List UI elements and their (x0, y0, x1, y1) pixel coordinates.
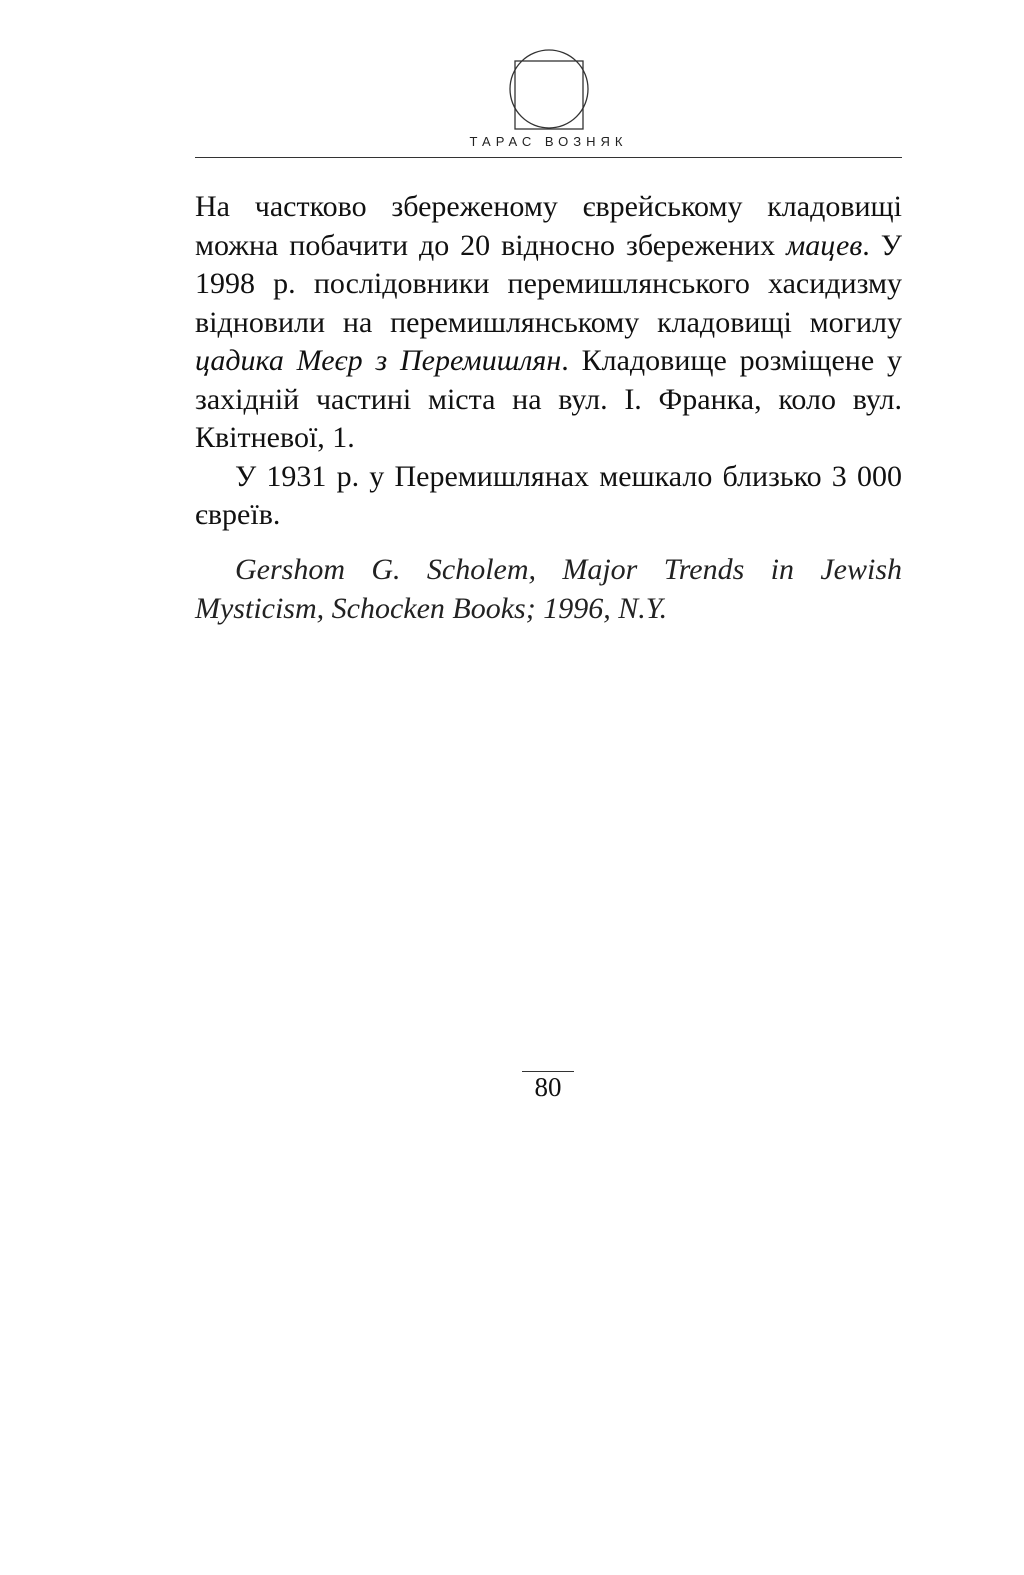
page-number: 80 (534, 1072, 562, 1102)
circle-square-emblem-icon (508, 48, 590, 130)
term-matsevot: мацев (786, 228, 863, 262)
paragraph-population: У 1931 р. у Перемишлянах мешкало близько 3 000 євреїв. (195, 459, 902, 531)
paragraph-cemetery-text-c: . Кладовище розміщене у західній частині міста на вул. І. Франка, коло вул. Квітневої, 1. (195, 344, 902, 454)
main-text (195, 188, 902, 535)
term-tzaddik-name: цадика Меєр з Перемишлян (195, 344, 562, 377)
paragraph-cemetery (195, 188, 902, 458)
header-rule (195, 157, 902, 158)
paragraph-cemetery-text-a: На частково збереженому єврейському кладовищі можна побачити до 20 відносно збережених (195, 190, 902, 262)
running-head-author: ТАРАС ВОЗНЯК (469, 134, 628, 149)
bibliographic-citation: Gershom G. Scholem, Major Trends in Jewish Mysticism, Schocken Books; 1996, N.Y. (195, 553, 902, 625)
paragraph-cemetery-text-b: . У 1998 р. послідовники перемишлянського хасидизму відновили на перемишлянському кладовищі могилу (195, 228, 902, 339)
